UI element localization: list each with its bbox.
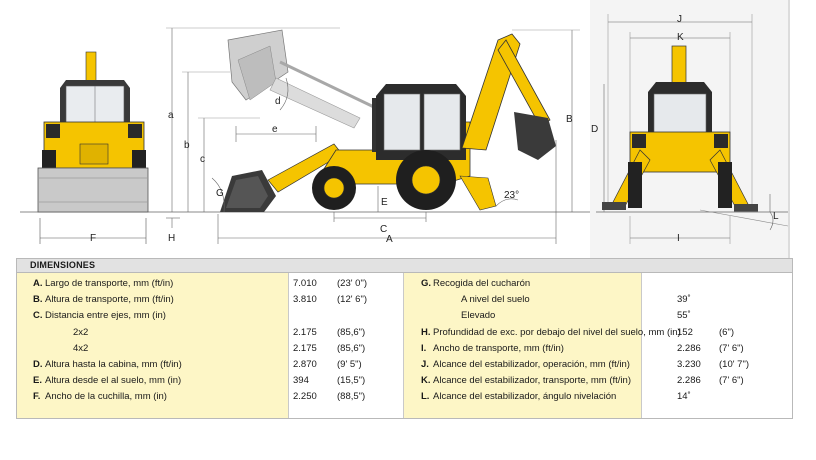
table-row [421, 375, 631, 387]
row-label: Altura hasta la cabina, mm (ft/in) [45, 359, 182, 370]
side-view [160, 28, 590, 245]
table-row [421, 278, 530, 290]
dim-label-e: e [272, 124, 278, 135]
row-letter: K. [421, 375, 431, 387]
table-row [421, 343, 564, 355]
row-value-imperial: (88,5") [337, 391, 366, 403]
row-value-imperial: (85,6") [337, 326, 366, 338]
dim-label-L: L [773, 211, 779, 222]
row-value-metric: 3.230 [677, 359, 701, 370]
row-letter: G. [421, 278, 432, 289]
table-row [421, 391, 616, 403]
dim-label-F: F [90, 233, 97, 244]
row-value-imperial: (10' 7") [719, 359, 750, 370]
dim-label-C: C [380, 224, 388, 235]
table-row [33, 310, 166, 322]
row-letter: C. [33, 310, 43, 322]
row-label: A nivel del suelo [461, 294, 530, 306]
table-row [33, 327, 88, 339]
dimensions-table [16, 258, 793, 419]
row-letter: A. [33, 278, 43, 289]
dim-label-H: H [168, 233, 176, 244]
row-letter: F. [33, 391, 41, 403]
dim-label-K: K [677, 32, 684, 43]
table-row [33, 391, 167, 403]
row-label: Largo de transporte, mm (ft/in) [45, 278, 174, 289]
row-label: Profundidad de exc. por debajo del nivel del suelo, mm (in) [433, 326, 681, 338]
dim-label-J: J [677, 14, 682, 25]
row-value-metric: 152 [677, 326, 693, 338]
dim-label-a: a [168, 110, 174, 121]
table-row [421, 310, 495, 322]
dim-label-G: G [216, 188, 224, 199]
grid-line [403, 273, 404, 418]
row-value-imperial: (7' 6") [719, 342, 744, 354]
row-value-metric: 3.810 [293, 294, 317, 306]
dim-label-c: c [200, 154, 205, 165]
table-row [421, 327, 681, 339]
table-row [421, 294, 530, 306]
row-label: Ancho de la cuchilla, mm (in) [45, 391, 167, 403]
row-value-imperial: (23' 0") [337, 278, 368, 289]
row-value-metric: 2.870 [293, 359, 317, 370]
right-divider [788, 0, 790, 258]
row-value-metric: 55˚ [677, 310, 691, 322]
table-row [33, 278, 173, 290]
row-label: 4x2 [73, 342, 89, 354]
row-value-metric: 39˚ [677, 294, 691, 306]
row-value-metric: 14˚ [677, 391, 691, 403]
row-value-imperial: (7' 6") [719, 375, 744, 387]
dim-label-A: A [386, 234, 393, 245]
row-value-metric: 2.286 [677, 375, 701, 387]
row-label: Distancia entre ejes, mm (in) [45, 310, 166, 322]
row-label: Elevado [461, 310, 496, 322]
row-letter: E. [33, 375, 42, 387]
row-label: Alcance del estabilizador, transporte, mm (ft/in) [433, 375, 632, 387]
row-letter: I. [421, 342, 427, 354]
angle-23-label: 23° [504, 190, 520, 201]
row-value-imperial: (12' 6") [337, 294, 368, 306]
grid-line [641, 273, 642, 418]
table-row [421, 359, 630, 371]
row-letter: B. [33, 294, 43, 306]
dim-label-B: B [566, 114, 573, 125]
dim-label-b: b [184, 140, 190, 151]
row-letter: J. [421, 359, 429, 370]
grid-line [288, 273, 289, 418]
row-value-metric: 394 [293, 375, 309, 387]
row-letter: L. [421, 391, 430, 403]
row-letter: D. [33, 359, 43, 370]
row-value-metric: 2.250 [293, 391, 317, 403]
table-row [33, 375, 181, 387]
row-value-imperial: (15,5") [337, 375, 366, 387]
row-value-imperial: (6") [719, 326, 734, 338]
front-view [20, 52, 160, 244]
row-label: Ancho de transporte, mm (ft/in) [433, 342, 564, 354]
dim-label-I: I [677, 233, 680, 244]
dim-label-E: E [381, 197, 388, 208]
row-letter: H. [421, 326, 431, 338]
row-label: Recogida del cucharón [433, 278, 531, 289]
table-row [33, 359, 182, 371]
row-label: Altura de transporte, mm (ft/in) [45, 294, 174, 306]
row-label: Altura desde el al suelo, mm (in) [45, 375, 182, 387]
row-label: Alcance del estabilizador, ángulo nivelación [433, 391, 617, 403]
dim-label-d: d [275, 96, 281, 107]
row-value-metric: 2.286 [677, 342, 701, 354]
table-row [33, 343, 88, 355]
table-row [33, 294, 174, 306]
table-header [17, 259, 792, 273]
row-label: Alcance del estabilizador, operación, mm (ft/in) [433, 359, 630, 370]
dim-label-D: D [591, 124, 599, 135]
table-title: DIMENSIONES [30, 260, 96, 270]
row-value-imperial: (85,6") [337, 342, 366, 354]
row-value-imperial: (9' 5") [337, 359, 362, 370]
row-value-metric: 7.010 [293, 278, 317, 289]
row-value-metric: 2.175 [293, 326, 317, 338]
row-value-metric: 2.175 [293, 342, 317, 354]
row-label: 2x2 [73, 326, 89, 338]
